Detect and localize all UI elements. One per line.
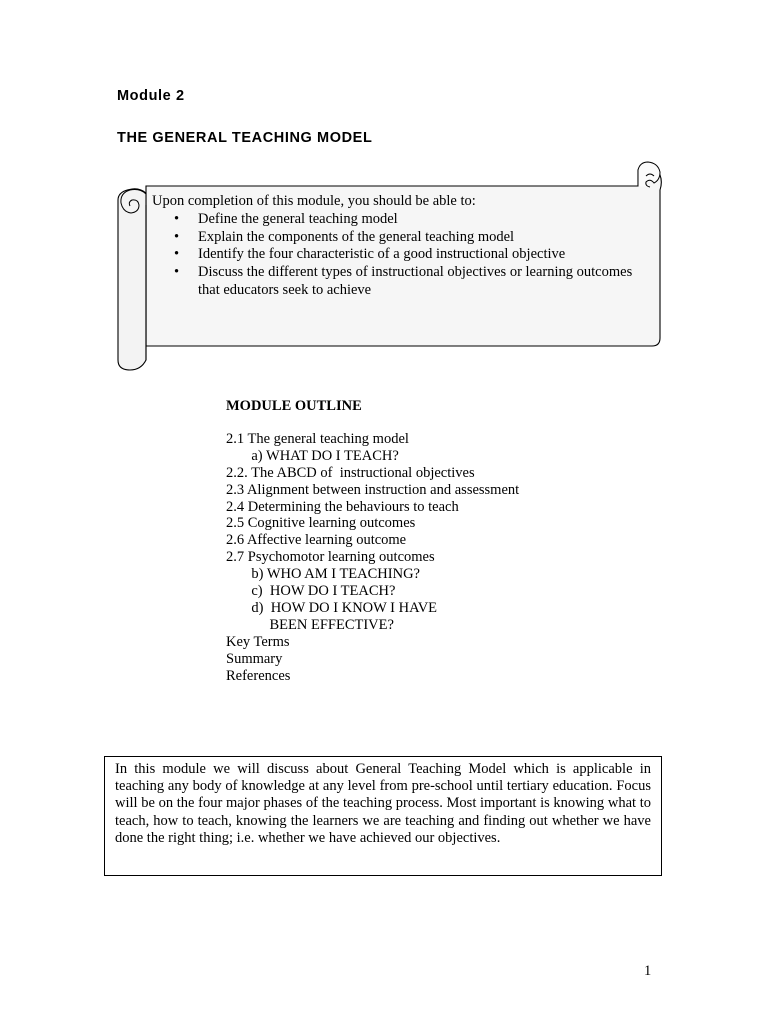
summary-text: In this module we will discuss about General Teaching Model which is applicable in teaching any body of knowledge at any level from pre-school until tertiary education. Focus will be on the four major phases of the teaching process. Most important is knowing what to teach, how to teach, knowing the learners we are teaching and finding out whether we have done the right thing; i.e. whether we have achieved our objectives. bbox=[115, 761, 651, 846]
page-title: THE GENERAL TEACHING MODEL bbox=[117, 130, 373, 146]
outline-line: 2.1 The general teaching model bbox=[226, 430, 409, 447]
page-number: 1 bbox=[644, 963, 652, 979]
outline-heading: MODULE OUTLINE bbox=[226, 398, 362, 414]
outline-line: References bbox=[226, 667, 291, 684]
objective-item: • Discuss the different types of instructional objectives or learning outcomes that educators seek to achieve bbox=[152, 264, 652, 300]
outline-line: 2.5 Cognitive learning outcomes bbox=[226, 515, 416, 532]
outline-line: Summary bbox=[226, 650, 283, 667]
objectives-list bbox=[152, 211, 652, 300]
outline-line: 2.3 Alignment between instruction and assessment bbox=[226, 481, 520, 498]
objective-item: • Define the general teaching model bbox=[152, 211, 652, 229]
outline-line: b) WHO AM I TEACHING? bbox=[226, 566, 420, 583]
outline-line: c) HOW DO I TEACH? bbox=[226, 583, 396, 600]
objectives-intro: Upon completion of this module, you should be able to: bbox=[152, 193, 476, 209]
learning-objectives bbox=[152, 193, 652, 300]
outline-line: BEEN EFFECTIVE? bbox=[226, 616, 394, 633]
module-summary-box bbox=[104, 756, 662, 876]
objective-item: • Identify the four characteristic of a good instructional objective bbox=[152, 246, 652, 264]
outline-line: d) HOW DO I KNOW I HAVE bbox=[226, 599, 438, 616]
objective-item: • Explain the components of the general teaching model bbox=[152, 229, 652, 247]
module-label: Module 2 bbox=[117, 88, 185, 104]
module-outline bbox=[226, 398, 586, 685]
outline-line: 2.7 Psychomotor learning outcomes bbox=[226, 549, 435, 566]
outline-line: 2.4 Determining the behaviours to teach bbox=[226, 498, 459, 515]
outline-line: a) WHAT DO I TEACH? bbox=[226, 447, 399, 464]
outline-line: 2.6 Affective learning outcome bbox=[226, 532, 407, 549]
outline-line: Key Terms bbox=[226, 633, 290, 650]
outline-line: 2.2. The ABCD of instructional objectives bbox=[226, 464, 475, 481]
